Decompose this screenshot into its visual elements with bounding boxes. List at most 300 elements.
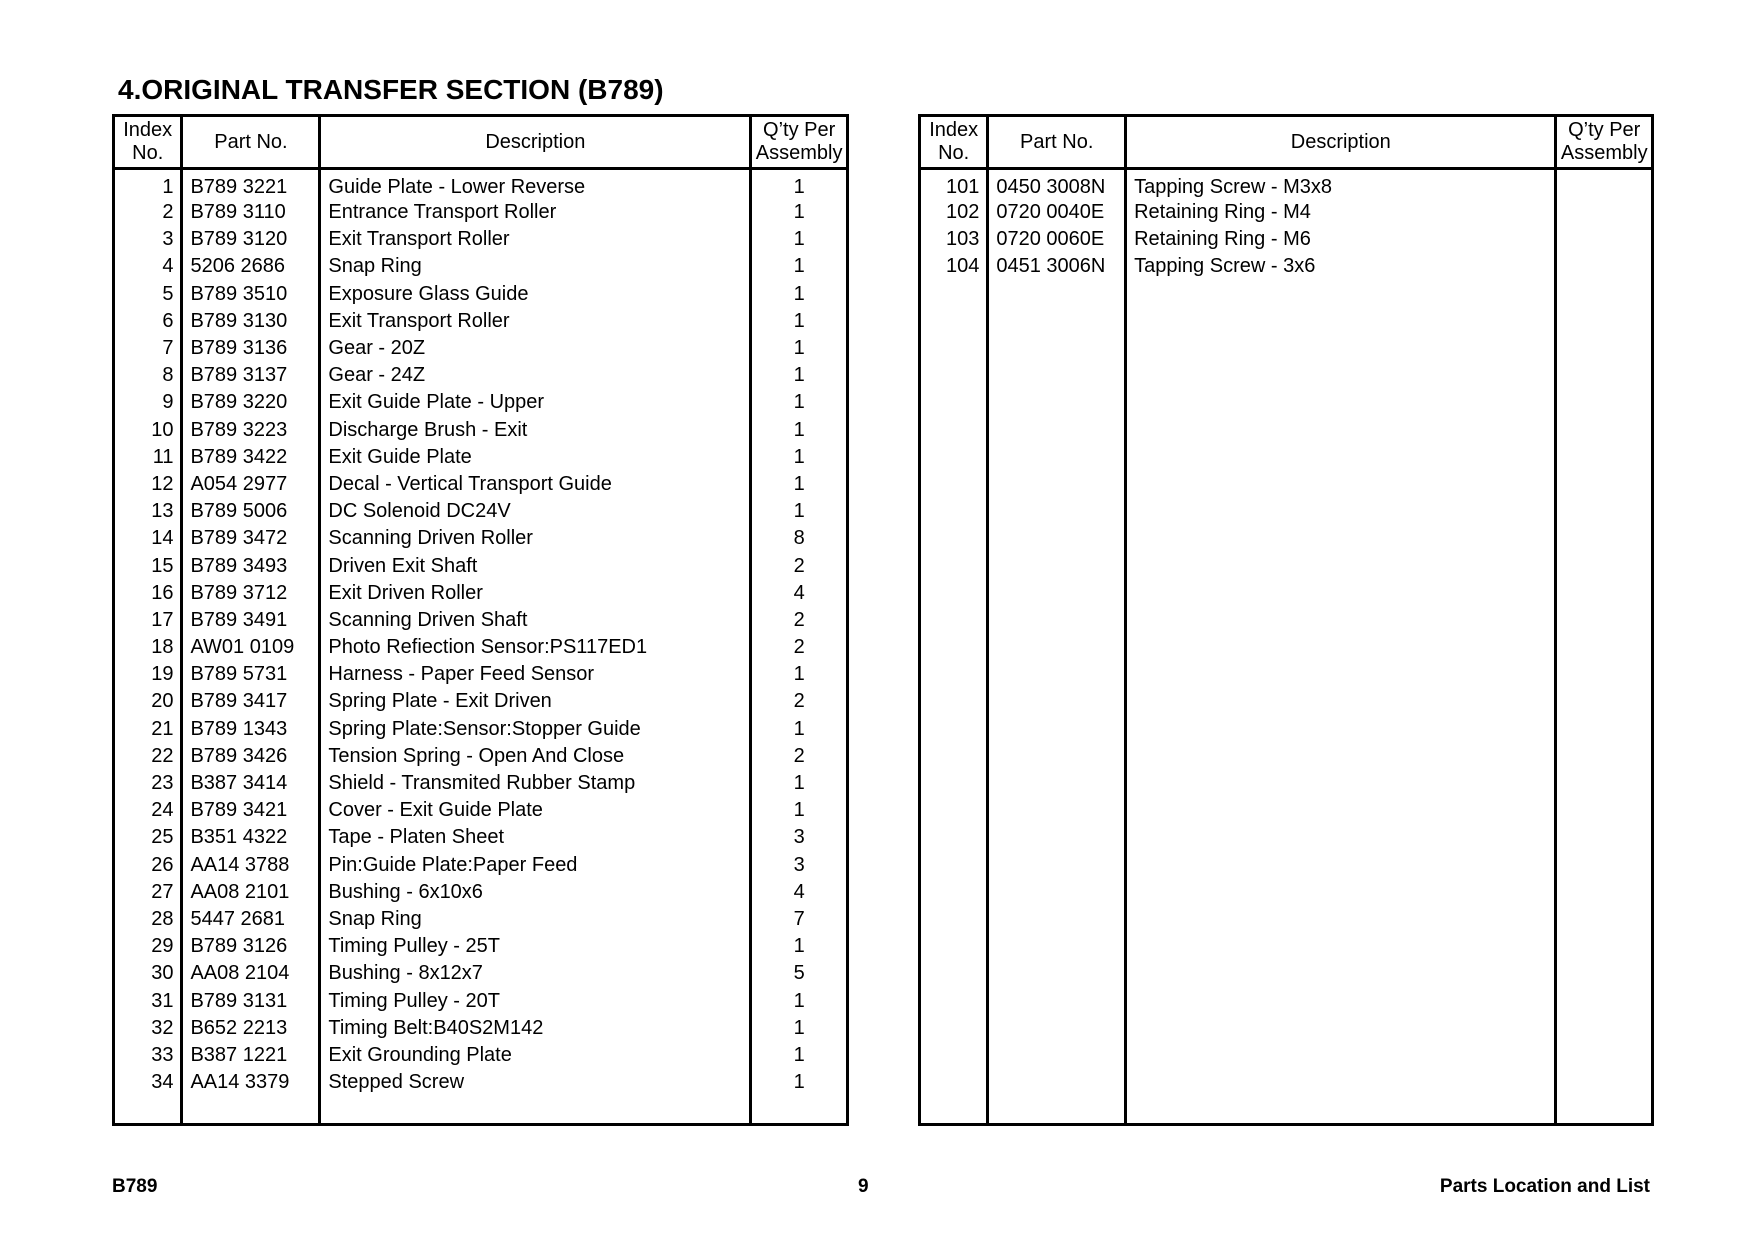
cell-qty (1556, 308, 1653, 335)
table-row (114, 253, 848, 280)
cell-description (1126, 879, 1556, 906)
cell-description: Pin:Guide Plate:Paper Feed (320, 852, 751, 879)
table-row (114, 743, 848, 770)
cell-index: 15 (114, 552, 182, 579)
cell-part-no: B789 3130 (182, 308, 320, 335)
table-row (114, 308, 848, 335)
cell-qty: 3 (751, 852, 848, 879)
header-part-no: Part No. (182, 116, 320, 169)
cell-description: Spring Plate:Sensor:Stopper Guide (320, 716, 751, 743)
cell-description (1126, 634, 1556, 661)
cell-description (1126, 471, 1556, 498)
cell-part-no (988, 1015, 1126, 1042)
table-row (114, 987, 848, 1014)
cell-index: 21 (114, 716, 182, 743)
cell-index (920, 389, 988, 416)
cell-description (1126, 797, 1556, 824)
cell-index (920, 417, 988, 444)
cell-index (920, 770, 988, 797)
cell-qty: 1 (751, 661, 848, 688)
cell-part-no: B789 3137 (182, 362, 320, 389)
table-row (114, 1069, 848, 1096)
table-row (920, 444, 1653, 471)
cell-description: Exit Guide Plate (320, 444, 751, 471)
cell-qty (1556, 281, 1653, 308)
cell-description: Exit Guide Plate - Upper (320, 389, 751, 416)
cell-part-no: B789 3493 (182, 552, 320, 579)
cell-description: Retaining Ring - M6 (1126, 226, 1556, 253)
footer-page-number: 9 (858, 1176, 869, 1197)
cell-description: Driven Exit Shaft (320, 552, 751, 579)
cell-description: Gear - 20Z (320, 335, 751, 362)
header-qty: Q’ty Per Assembly (1556, 116, 1653, 169)
cell-index (920, 471, 988, 498)
cell-qty (1556, 716, 1653, 743)
table-row (920, 1042, 1653, 1069)
cell-index: 17 (114, 607, 182, 634)
cell-part-no (988, 525, 1126, 552)
cell-qty (1556, 852, 1653, 879)
cell-qty (1556, 797, 1653, 824)
cell-description: Tapping Screw - 3x6 (1126, 253, 1556, 280)
cell-description (1126, 525, 1556, 552)
header-index: Index No. (920, 116, 988, 169)
cell-qty (1556, 1015, 1653, 1042)
cell-qty (1556, 1042, 1653, 1069)
table-row (920, 281, 1653, 308)
cell-description: Discharge Brush - Exit (320, 417, 751, 444)
cell-part-no (988, 281, 1126, 308)
cell-part-no: AA08 2101 (182, 879, 320, 906)
cell-part-no (988, 580, 1126, 607)
cell-part-no (988, 1069, 1126, 1096)
cell-description: Retaining Ring - M4 (1126, 199, 1556, 226)
cell-qty (1556, 824, 1653, 851)
cell-index (920, 824, 988, 851)
cell-part-no: B652 2213 (182, 1015, 320, 1042)
cell-part-no: B351 4322 (182, 824, 320, 851)
cell-qty: 2 (751, 607, 848, 634)
table-row (920, 1069, 1653, 1096)
table-row (114, 906, 848, 933)
cell-index: 11 (114, 444, 182, 471)
parts-table-right (918, 114, 1654, 1126)
cell-part-no: B789 3712 (182, 580, 320, 607)
table-row (114, 607, 848, 634)
cell-description (1126, 933, 1556, 960)
cell-part-no (988, 852, 1126, 879)
cell-description: Guide Plate - Lower Reverse (320, 169, 751, 200)
cell-part-no: 0451 3006N (988, 253, 1126, 280)
cell-part-no: 0720 0040E (988, 199, 1126, 226)
cell-index: 22 (114, 743, 182, 770)
table-row (114, 1042, 848, 1069)
cell-description (1126, 444, 1556, 471)
table-row (920, 879, 1653, 906)
cell-qty (1556, 1069, 1653, 1096)
cell-qty (1556, 169, 1653, 200)
cell-description (1126, 987, 1556, 1014)
table-row (114, 498, 848, 525)
table-row (114, 879, 848, 906)
table-row (114, 960, 848, 987)
table-row (920, 688, 1653, 715)
table-row (920, 580, 1653, 607)
cell-description: Spring Plate - Exit Driven (320, 688, 751, 715)
cell-part-no (988, 743, 1126, 770)
cell-part-no: B789 1343 (182, 716, 320, 743)
cell-description: Exposure Glass Guide (320, 281, 751, 308)
cell-part-no (988, 987, 1126, 1014)
cell-part-no (988, 634, 1126, 661)
cell-qty (1556, 444, 1653, 471)
cell-part-no (988, 417, 1126, 444)
cell-description: Exit Driven Roller (320, 580, 751, 607)
cell-qty: 2 (751, 743, 848, 770)
cell-description: Exit Transport Roller (320, 308, 751, 335)
cell-part-no: AW01 0109 (182, 634, 320, 661)
cell-description (1126, 688, 1556, 715)
cell-part-no: B789 5731 (182, 661, 320, 688)
cell-part-no (988, 797, 1126, 824)
cell-index (920, 960, 988, 987)
cell-qty: 1 (751, 1042, 848, 1069)
cell-qty: 1 (751, 389, 848, 416)
cell-description (1126, 308, 1556, 335)
cell-description (1126, 770, 1556, 797)
table-row (114, 770, 848, 797)
table-row (920, 552, 1653, 579)
table-bottom-spacer (920, 1096, 1653, 1124)
cell-description: Tape - Platen Sheet (320, 824, 751, 851)
cell-index (920, 498, 988, 525)
cell-index: 102 (920, 199, 988, 226)
cell-qty (1556, 525, 1653, 552)
cell-qty: 1 (751, 797, 848, 824)
table-row (114, 525, 848, 552)
cell-index: 13 (114, 498, 182, 525)
table-row (114, 362, 848, 389)
cell-qty: 3 (751, 824, 848, 851)
table-row (920, 716, 1653, 743)
cell-index (920, 1015, 988, 1042)
cell-part-no: B789 3510 (182, 281, 320, 308)
cell-qty (1556, 335, 1653, 362)
table-bottom-spacer (114, 1096, 848, 1124)
cell-qty: 5 (751, 960, 848, 987)
cell-part-no: B789 3131 (182, 987, 320, 1014)
cell-index (920, 797, 988, 824)
cell-qty: 1 (751, 471, 848, 498)
cell-index (920, 1069, 988, 1096)
cell-description (1126, 1069, 1556, 1096)
table-row (920, 607, 1653, 634)
table-row (114, 1015, 848, 1042)
table-row (920, 199, 1653, 226)
cell-index: 27 (114, 879, 182, 906)
table-row (920, 906, 1653, 933)
table-row (920, 417, 1653, 444)
cell-index: 3 (114, 226, 182, 253)
cell-index: 24 (114, 797, 182, 824)
cell-index (920, 661, 988, 688)
cell-description (1126, 960, 1556, 987)
table-row (920, 824, 1653, 851)
cell-index: 7 (114, 335, 182, 362)
cell-qty (1556, 607, 1653, 634)
page-title: 4.ORIGINAL TRANSFER SECTION (B789) (118, 74, 664, 105)
cell-part-no: B789 3426 (182, 743, 320, 770)
cell-description: Entrance Transport Roller (320, 199, 751, 226)
cell-qty: 2 (751, 552, 848, 579)
cell-part-no (988, 308, 1126, 335)
cell-description: Tension Spring - Open And Close (320, 743, 751, 770)
cell-index: 30 (114, 960, 182, 987)
table-row (920, 987, 1653, 1014)
cell-description (1126, 906, 1556, 933)
table-row (920, 960, 1653, 987)
cell-index (920, 933, 988, 960)
cell-description: Decal - Vertical Transport Guide (320, 471, 751, 498)
cell-index: 31 (114, 987, 182, 1014)
cell-description: Shield - Transmited Rubber Stamp (320, 770, 751, 797)
cell-part-no (988, 906, 1126, 933)
cell-index: 6 (114, 308, 182, 335)
cell-qty (1556, 498, 1653, 525)
header-part-no: Part No. (988, 116, 1126, 169)
cell-part-no: 0450 3008N (988, 169, 1126, 200)
cell-index: 9 (114, 389, 182, 416)
cell-index (920, 852, 988, 879)
cell-description: Bushing - 8x12x7 (320, 960, 751, 987)
header-row (920, 116, 1653, 169)
cell-description (1126, 743, 1556, 770)
cell-part-no (988, 362, 1126, 389)
cell-index: 2 (114, 199, 182, 226)
table-row (920, 308, 1653, 335)
table-row (114, 444, 848, 471)
table-row (114, 933, 848, 960)
cell-description (1126, 661, 1556, 688)
cell-part-no: AA14 3379 (182, 1069, 320, 1096)
table-row (920, 661, 1653, 688)
header-index: Index No. (114, 116, 182, 169)
cell-index (920, 525, 988, 552)
cell-qty (1556, 199, 1653, 226)
cell-index: 28 (114, 906, 182, 933)
header-description: Description (320, 116, 751, 169)
cell-index (920, 308, 988, 335)
cell-part-no: B789 3220 (182, 389, 320, 416)
cell-description: Gear - 24Z (320, 362, 751, 389)
table-row (920, 852, 1653, 879)
table-row (114, 335, 848, 362)
cell-qty (1556, 634, 1653, 661)
cell-part-no: A054 2977 (182, 471, 320, 498)
cell-qty: 2 (751, 634, 848, 661)
cell-index: 12 (114, 471, 182, 498)
cell-part-no: B789 3421 (182, 797, 320, 824)
cell-index (920, 879, 988, 906)
table-row (114, 580, 848, 607)
cell-qty: 1 (751, 169, 848, 200)
cell-description (1126, 824, 1556, 851)
cell-part-no: AA08 2104 (182, 960, 320, 987)
table-row (920, 253, 1653, 280)
cell-description (1126, 417, 1556, 444)
cell-qty: 1 (751, 1069, 848, 1096)
cell-qty (1556, 471, 1653, 498)
cell-description: Stepped Screw (320, 1069, 751, 1096)
cell-index (920, 634, 988, 661)
cell-index: 25 (114, 824, 182, 851)
table-row (114, 688, 848, 715)
table-row (114, 169, 848, 200)
cell-part-no: 5447 2681 (182, 906, 320, 933)
cell-index: 19 (114, 661, 182, 688)
cell-qty: 1 (751, 362, 848, 389)
cell-part-no: B789 3422 (182, 444, 320, 471)
cell-index: 16 (114, 580, 182, 607)
cell-index (920, 335, 988, 362)
cell-part-no: B789 3223 (182, 417, 320, 444)
cell-index: 26 (114, 852, 182, 879)
cell-index (920, 552, 988, 579)
table-row (114, 634, 848, 661)
cell-description: Timing Pulley - 25T (320, 933, 751, 960)
table-row (114, 824, 848, 851)
cell-part-no: B789 3221 (182, 169, 320, 200)
cell-part-no: B789 3472 (182, 525, 320, 552)
header-row (114, 116, 848, 169)
cell-index: 29 (114, 933, 182, 960)
cell-index: 33 (114, 1042, 182, 1069)
cell-qty: 4 (751, 879, 848, 906)
cell-qty (1556, 879, 1653, 906)
table-row (920, 389, 1653, 416)
cell-qty (1556, 906, 1653, 933)
cell-part-no (988, 1042, 1126, 1069)
cell-description: Cover - Exit Guide Plate (320, 797, 751, 824)
cell-part-no (988, 444, 1126, 471)
cell-qty (1556, 580, 1653, 607)
cell-qty: 2 (751, 688, 848, 715)
cell-part-no (988, 879, 1126, 906)
cell-part-no: B789 3120 (182, 226, 320, 253)
cell-qty (1556, 743, 1653, 770)
cell-part-no (988, 824, 1126, 851)
header-qty: Q’ty Per Assembly (751, 116, 848, 169)
cell-index (920, 987, 988, 1014)
cell-part-no (988, 933, 1126, 960)
cell-description: Snap Ring (320, 906, 751, 933)
cell-qty: 1 (751, 933, 848, 960)
header-description: Description (1126, 116, 1556, 169)
cell-qty: 1 (751, 987, 848, 1014)
table-row (920, 226, 1653, 253)
cell-qty (1556, 362, 1653, 389)
cell-part-no: AA14 3788 (182, 852, 320, 879)
cell-part-no: B789 3417 (182, 688, 320, 715)
cell-description (1126, 1042, 1556, 1069)
cell-description: Snap Ring (320, 253, 751, 280)
table-row (920, 335, 1653, 362)
cell-description (1126, 580, 1556, 607)
cell-description (1126, 852, 1556, 879)
cell-index (920, 281, 988, 308)
cell-index: 32 (114, 1015, 182, 1042)
table-row (920, 169, 1653, 200)
footer-model: B789 (112, 1176, 158, 1197)
cell-part-no (988, 661, 1126, 688)
parts-table-left (112, 114, 849, 1126)
cell-qty (1556, 770, 1653, 797)
table-row (920, 634, 1653, 661)
table-row (114, 226, 848, 253)
cell-part-no (988, 498, 1126, 525)
cell-qty: 7 (751, 906, 848, 933)
table-row (114, 199, 848, 226)
cell-description (1126, 1015, 1556, 1042)
table-row (114, 852, 848, 879)
table-row (114, 281, 848, 308)
cell-qty: 1 (751, 199, 848, 226)
cell-part-no: B387 1221 (182, 1042, 320, 1069)
table-row (114, 716, 848, 743)
cell-description: Harness - Paper Feed Sensor (320, 661, 751, 688)
table-row (920, 525, 1653, 552)
cell-description: Exit Transport Roller (320, 226, 751, 253)
cell-part-no (988, 688, 1126, 715)
cell-index: 4 (114, 253, 182, 280)
table-row (920, 933, 1653, 960)
cell-index: 5 (114, 281, 182, 308)
cell-qty (1556, 417, 1653, 444)
cell-index: 104 (920, 253, 988, 280)
cell-index: 101 (920, 169, 988, 200)
cell-qty: 1 (751, 253, 848, 280)
table-row (114, 389, 848, 416)
cell-description: Timing Belt:B40S2M142 (320, 1015, 751, 1042)
cell-index (920, 743, 988, 770)
cell-description: Scanning Driven Shaft (320, 607, 751, 634)
cell-description: Photo Refiection Sensor:PS117ED1 (320, 634, 751, 661)
cell-index (920, 580, 988, 607)
cell-qty: 1 (751, 417, 848, 444)
cell-part-no (988, 552, 1126, 579)
cell-qty: 1 (751, 1015, 848, 1042)
cell-part-no: B789 3491 (182, 607, 320, 634)
cell-qty: 8 (751, 525, 848, 552)
cell-part-no: B789 3110 (182, 199, 320, 226)
cell-qty: 1 (751, 770, 848, 797)
cell-part-no: B789 3136 (182, 335, 320, 362)
cell-qty (1556, 661, 1653, 688)
footer-section-name: Parts Location and List (1439, 1176, 1650, 1197)
cell-qty (1556, 933, 1653, 960)
cell-qty: 1 (751, 308, 848, 335)
cell-index: 103 (920, 226, 988, 253)
cell-qty (1556, 389, 1653, 416)
cell-description (1126, 389, 1556, 416)
cell-qty: 1 (751, 281, 848, 308)
table-row (114, 417, 848, 444)
cell-index (920, 362, 988, 389)
cell-qty: 1 (751, 498, 848, 525)
cell-description: Tapping Screw - M3x8 (1126, 169, 1556, 200)
cell-qty (1556, 688, 1653, 715)
cell-part-no (988, 335, 1126, 362)
